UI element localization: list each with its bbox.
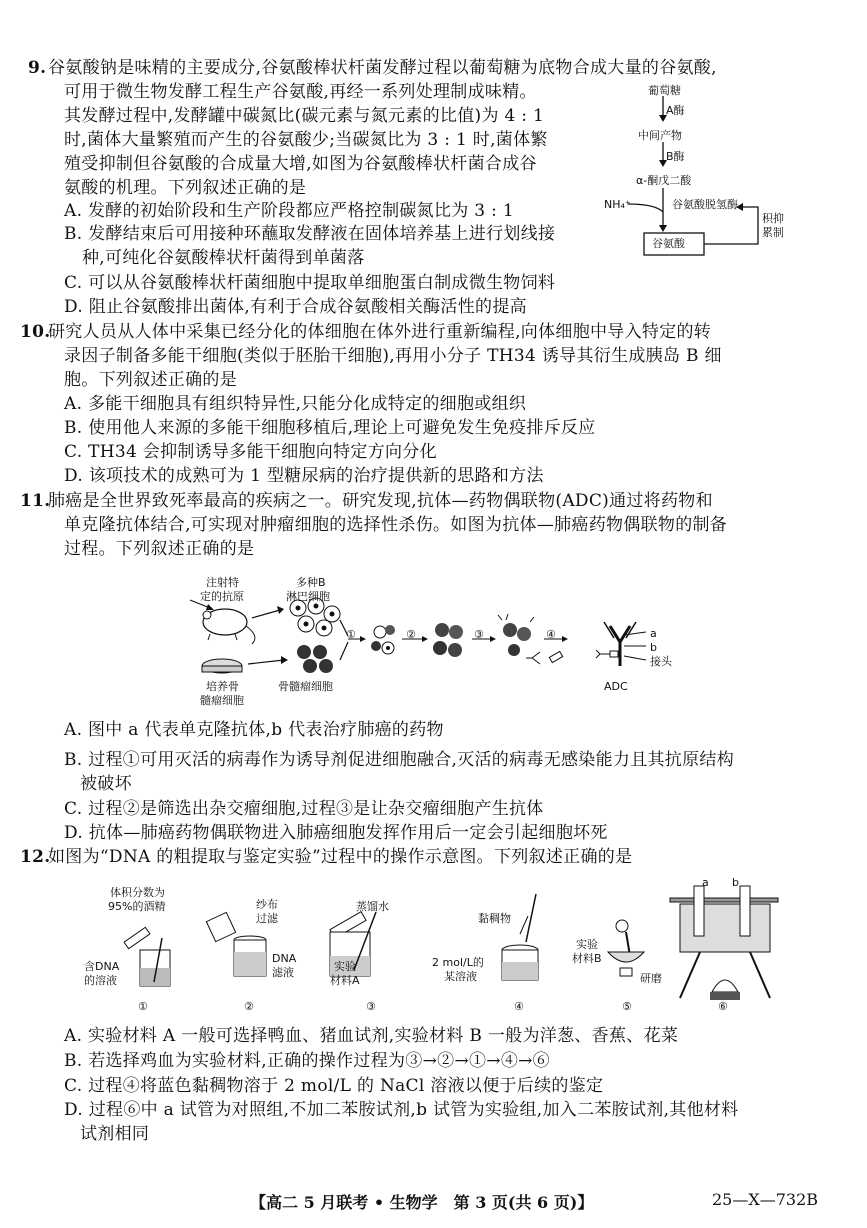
question-number: 10. [20,322,51,342]
question-text-line: 研究人员从人体中采集已经分化的体细胞在体外进行重新编程,向体细胞中导入特定的转 [48,322,712,342]
option-a: A. 多能干细胞具有组织特异性,只能分化成特定的细胞或组织 [64,394,527,414]
dna-steps-graphic [80,872,800,1020]
s4-number: ④ [514,1000,524,1013]
question-text-line: 可用于微生物发酵工程生产谷氨酸,再经一系列处理制成味精。 [64,82,537,102]
ketoglutarate-label: α-酮戊二酸 [636,174,692,187]
s6-tube-b-label: b [732,876,739,889]
culture-dish-icon [202,659,242,673]
option-a: A. 发酵的初始阶段和生产阶段都应严格控制碳氮比为 3 : 1 [64,201,514,221]
glutamate-label: 谷氨酸 [652,237,685,250]
question-number: 9. [28,58,47,78]
label-b: b [650,641,657,654]
hybridoma-cells-icon [433,623,463,657]
s2-side-label-1: DNA [272,952,297,965]
step-1-label: ① [346,628,356,641]
question-text-line: 殖受抑制但谷氨酸的合成量大增,如图为谷氨酸棒状杆菌合成谷 [64,154,537,174]
question-text-line: 过程。下列叙述正确的是 [64,539,255,559]
s3-side-label-1: 实验 [334,960,356,973]
s5-bottom-label: 研磨 [640,972,662,985]
question-text-line: 录因子制备多能干细胞(类似于胚胎干细胞),再用小分子 TH34 诱导其衍生成胰岛 B 细 [64,346,722,366]
option-d: D. 抗体—肺癌药物偶联物进入肺癌细胞发挥作用后一定会引起细胞坏死 [64,823,608,843]
question-text-line: 谷氨酸钠是味精的主要成分,谷氨酸棒状杆菌发酵过程以葡萄糖为底物合成大量的谷氨酸, [48,58,717,78]
feedback-label-2: 累制 [762,226,784,239]
s3-number: ③ [366,1000,376,1013]
s4-side-label-1: 2 mol/L的 [432,956,484,969]
s4-top-label: 黏稠物 [478,912,511,925]
s1-top-label-1: 体积分数为 [110,886,165,899]
question-text-line: 胞。下列叙述正确的是 [64,370,237,390]
question-text-line: 如图为“DNA 的粗提取与鉴定实验”过程中的操作示意图。下列叙述正确的是 [48,847,633,867]
option-d: D. 该项技术的成熟可为 1 型糖尿病的治疗提供新的思路和方法 [64,466,544,486]
option-c: C. 可以从谷氨酸棒状杆菌细胞中提取单细胞蛋白制成微生物饲料 [64,273,556,293]
glucose-label: 葡萄糖 [648,84,681,97]
question-number: 11. [20,491,51,511]
option-b: B. 发酵结束后可用接种环蘸取发酵液在固体培养基上进行划线接 [64,224,556,244]
question-text-line: 时,菌体大量繁殖而产生的谷氨酸少;当碳氮比为 3 : 1 时,菌体繁 [64,130,548,150]
antigen-label-1: 注射特 [206,576,239,589]
intermediate-label: 中间产物 [638,129,682,142]
step-4-beaker-icon [502,894,538,980]
option-b: B. 使用他人来源的多能干细胞移植后,理论上可避免发生免疫排斥反应 [64,418,596,438]
feedback-label-1: 积抑 [762,212,784,225]
s5-side-label-2: 材料B [572,952,602,965]
dehydrogenase-label: 谷氨酸脱氢酶 [672,198,738,211]
page-footer-info: 【高二 5 月联考 • 生物学 第 3 页(共 6 页)】 [250,1193,594,1212]
s2-side-label-2: 滤液 [272,966,294,979]
step-6-water-bath-icon [670,886,778,1000]
option-b-continued: 被破坏 [80,774,132,794]
s1-bottom-label-2: 的溶液 [84,974,117,987]
b-cells-label-1: 多种B [296,576,326,589]
step-1-beaker-icon [124,927,170,986]
option-d-continued: 试剂相同 [80,1124,150,1144]
enzyme-a-label: A酶 [666,104,685,117]
s1-top-label-2: 95%的酒精 [108,900,166,913]
s5-side-label-1: 实验 [576,938,598,951]
option-c: C. 过程②是筛选出杂交瘤细胞,过程③是让杂交瘤细胞产生抗体 [64,799,544,819]
step-2-label: ② [406,628,416,641]
b-cells-label-2: 淋巴细胞 [286,590,330,603]
mouse-icon [190,600,255,644]
ammonium-label: NH₄⁺ [604,198,631,211]
s3-top-label: 蒸馏水 [356,900,389,913]
question-text-line: 单克隆抗体结合,可实现对肿瘤细胞的选择性杀伤。如图为抗体—肺癌药物偶联物的制备 [64,515,728,535]
s5-number: ⑤ [622,1000,632,1013]
myeloma-culture-label-2: 髓瘤细胞 [200,694,244,707]
drug-linker-icon [526,651,563,664]
s1-bottom-label-1: 含DNA [84,960,120,973]
option-a: A. 实验材料 A 一般可选择鸭血、猪血试剂,实验材料 B 一般为洋葱、香蕉、花菜 [64,1026,679,1046]
s2-number: ② [244,1000,254,1013]
question-text-line: 其发酵过程中,发酵罐中碳氮比(碳元素与氮元素的比值)为 4 : 1 [64,106,545,126]
option-c: C. 过程④将蓝色黏稠物溶于 2 mol/L 的 NaCl 溶液以便于后续的鉴定 [64,1076,604,1096]
question-text-line: 氨酸的机理。下列叙述正确的是 [64,178,307,198]
enzyme-b-label: B酶 [666,150,685,163]
s2-top-label-1: 纱布 [256,898,278,911]
step-5-mortar-icon [608,920,644,976]
question-number: 12. [20,847,51,867]
s1-number: ① [138,1000,148,1013]
option-b-continued: 种,可纯化谷氨酸棒状杆菌得到单菌落 [82,248,365,268]
option-b: B. 过程①可用灭活的病毒作为诱导剂促进细胞融合,灭活的病毒无感染能力且其抗原结构 [64,750,735,770]
s4-side-label-2: 某溶液 [444,970,477,983]
option-a: A. 图中 a 代表单克隆抗体,b 代表治疗肺癌的药物 [64,720,444,740]
antigen-label-2: 定的抗原 [200,590,244,603]
step-4-label: ④ [546,628,556,641]
option-d: D. 阻止谷氨酸排出菌体,有利于合成谷氨酸相关酶活性的提高 [64,297,527,317]
adc-antibody-icon [596,622,646,666]
page-footer-code: 25—X—732B [712,1190,819,1209]
antibody-producing-cells-icon [498,614,534,656]
step-3-label: ③ [474,628,484,641]
myeloma-label: 骨髓瘤细胞 [278,680,333,693]
myeloma-culture-label-1: 培养骨 [206,680,239,693]
s6-number: ⑥ [718,1000,728,1013]
option-b: B. 若选择鸡血为实验材料,正确的操作过程为③→②→①→④→⑥ [64,1051,550,1071]
b-lymphocytes-icon [290,598,340,636]
linker-label: 接头 [650,655,672,668]
label-a: a [650,627,657,640]
s6-tube-a-label: a [702,876,709,889]
option-d: D. 过程⑥中 a 试管为对照组,不加二苯胺试剂,b 试管为实验组,加入二苯胺试剂,其他材料 [64,1100,739,1120]
myeloma-cells-icon [297,645,333,673]
s3-side-label-2: 材料A [330,974,360,987]
question-text-line: 肺癌是全世界致死率最高的疾病之一。研究发现,抗体—药物偶联物(ADC)通过将药物和 [48,491,713,511]
option-c: C. TH34 会抑制诱导多能干细胞向特定方向分化 [64,442,437,462]
adc-label: ADC [604,680,628,693]
s2-top-label-2: 过滤 [256,912,278,925]
fused-cells-icon [371,625,395,654]
